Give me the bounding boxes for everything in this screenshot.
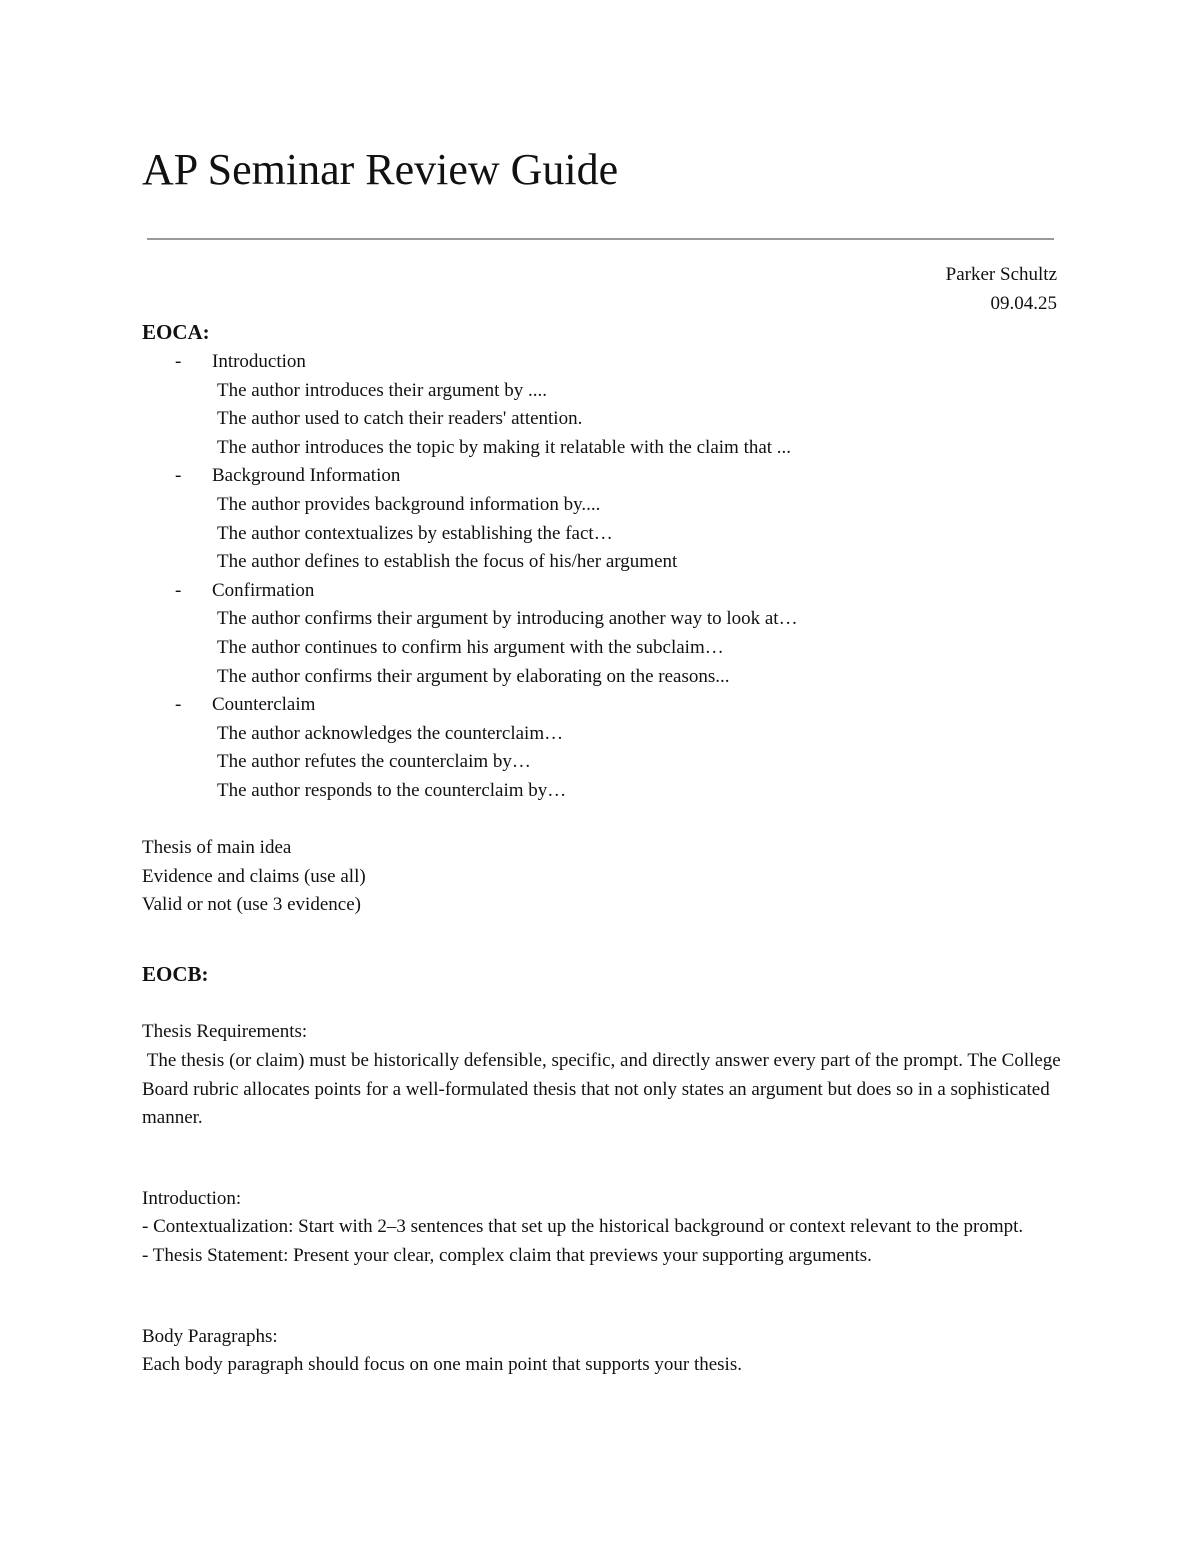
spacer [142, 806, 1062, 835]
outline-item-background-information [142, 462, 1062, 576]
outline-item-label: Background Information [212, 465, 401, 487]
spacer [142, 990, 1062, 1019]
title-divider [147, 238, 1054, 240]
outline-sub-line: The author provides background information by.... [217, 493, 601, 515]
outline-sub-line: The author responds to the counterclaim by… [217, 779, 567, 801]
outline-sub-line: The author contextualizes by establishing the fact… [217, 522, 613, 544]
outline-sub-line: The author continues to confirm his argument with the subclaim… [217, 636, 724, 658]
body-paragraphs-text: Each body paragraph should focus on one main point that supports your thesis. [142, 1354, 742, 1376]
dash-bullet: - [175, 694, 182, 716]
body-paragraphs-label: Body Paragraphs: [142, 1325, 278, 1347]
author-name: Parker Schultz [945, 264, 1057, 285]
eoca-heading: EOCA: [142, 320, 210, 344]
introduction-label: Introduction: [142, 1187, 242, 1209]
document-date: 09.04.25 [990, 293, 1057, 314]
outline-sub-line: The author used to catch their readers' attention. [217, 408, 583, 430]
outline-sub-line: The author introduces the topic by making it relatable with the claim that ... [217, 436, 792, 458]
dash-bullet: - [175, 351, 182, 372]
outline-item-label: Introduction [212, 351, 306, 372]
outline-item-label: Counterclaim [212, 694, 316, 716]
eoca-note: Thesis of main idea [142, 837, 292, 859]
outline-sub-line: The author refutes the counterclaim by… [217, 751, 531, 773]
spacer [142, 920, 1062, 958]
introduction-point: - Contextualization: Start with 2–3 sentences that set up the historical background or context relevant to the prompt. [142, 1216, 1024, 1238]
outline-sub-line: The author acknowledges the counterclaim… [217, 722, 564, 744]
introduction-point: - Thesis Statement: Present your clear, complex claim that previews your supporting arguments. [142, 1245, 872, 1267]
outline-sub-line: The author confirms their argument by introducing another way to look at… [217, 608, 798, 630]
author-block [946, 260, 1057, 318]
spacer [142, 1133, 1062, 1185]
eocb-heading: EOCB: [142, 961, 209, 986]
outline-item-label: Confirmation [212, 579, 315, 601]
outline-item-introduction [142, 348, 1062, 462]
document-title: AP Seminar Review Guide [142, 145, 619, 194]
dash-bullet: - [175, 579, 182, 601]
eoca-note: Evidence and claims (use all) [142, 865, 366, 887]
document-body [142, 316, 1066, 1380]
eoca-note: Valid or not (use 3 evidence) [142, 894, 361, 916]
thesis-requirements-label: Thesis Requirements: [142, 1021, 308, 1043]
outline-item-confirmation [142, 577, 1062, 691]
spacer [142, 1271, 1062, 1323]
outline-sub-line: The author defines to establish the focus of his/her argument [217, 551, 678, 573]
eoca-outline [142, 348, 1062, 806]
outline-item-counterclaim [142, 691, 1062, 805]
outline-sub-line: The author introduces their argument by .... [217, 379, 547, 401]
thesis-requirements-text: The thesis (or claim) must be historically defensible, specific, and directly answer every part of the prompt. The College Board rubric allocates points for a well-formulated thesis that not only states an argument but does so in a sophisticated manner. [142, 1050, 1066, 1129]
dash-bullet: - [175, 465, 182, 487]
outline-sub-line: The author confirms their argument by elaborating on the reasons... [217, 665, 730, 687]
